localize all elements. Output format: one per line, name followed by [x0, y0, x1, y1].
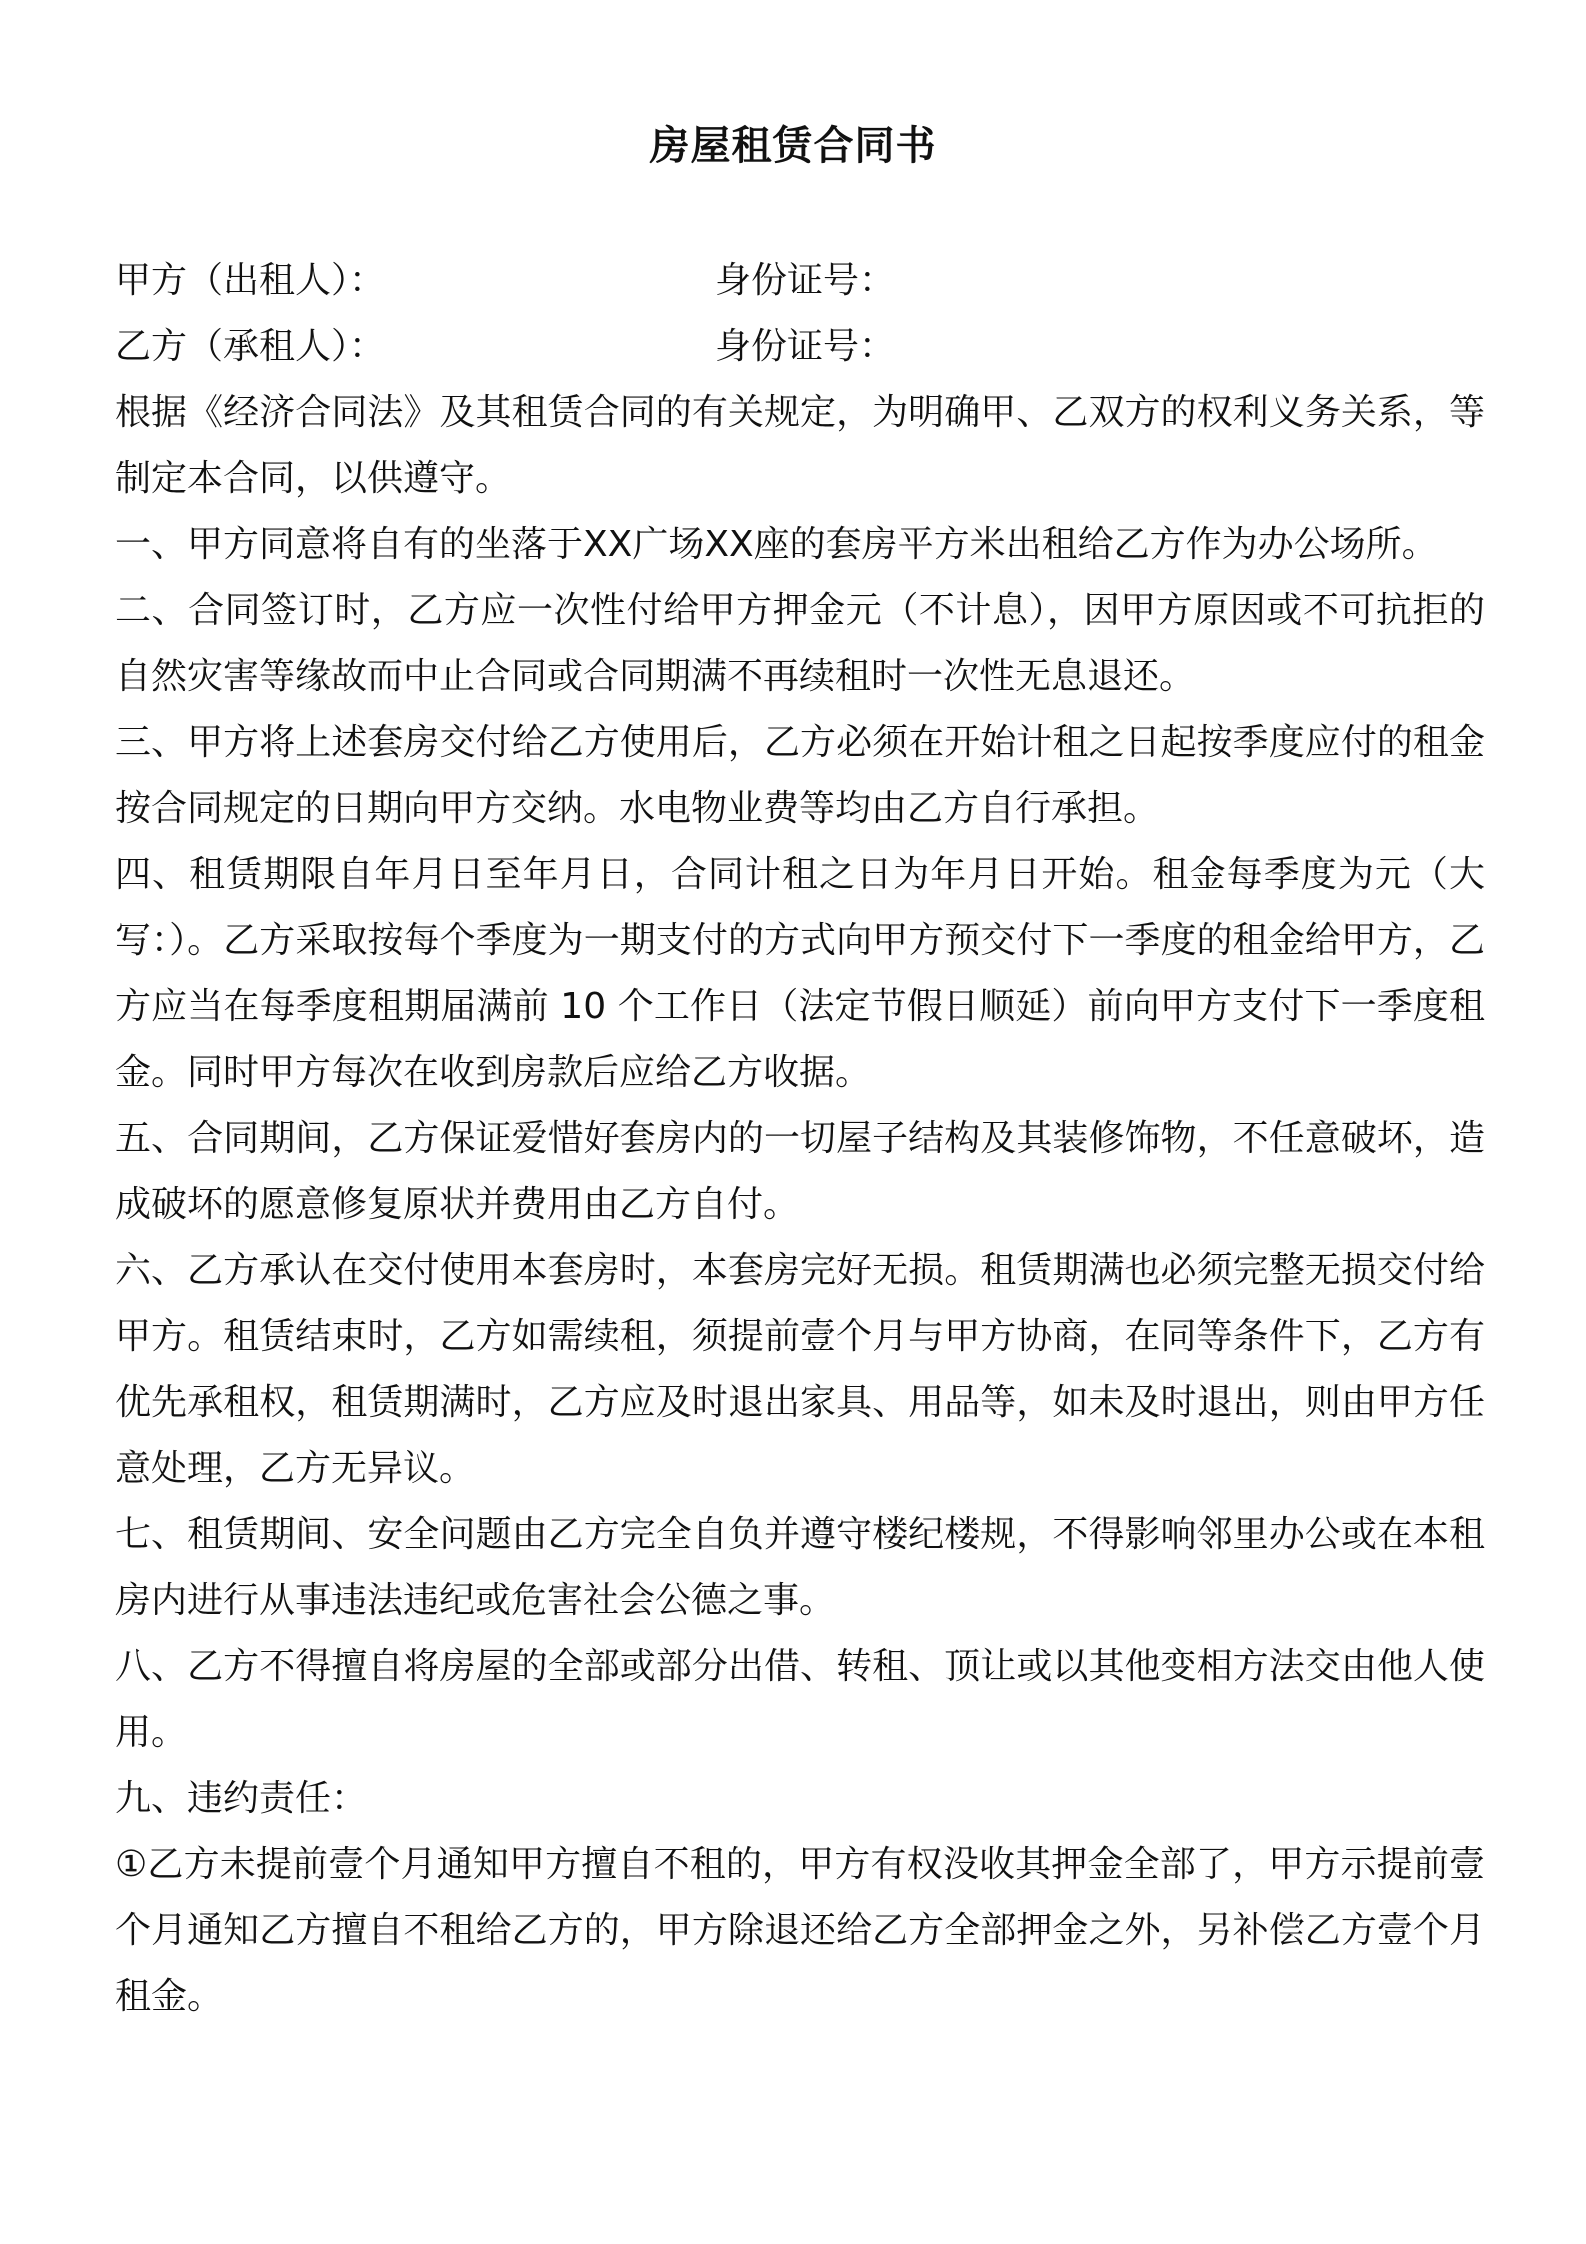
clause-6: 六、乙方承认在交付使用本套房时，本套房完好无损。租赁期满也必须完整无损交付给甲方。租赁结束时，乙方如需续租，须提前壹个月与甲方协商，在同等条件下，乙方有优先承租权，租赁期满时，乙方应及时退出家具、用品等，如未及时退出，则由甲方任意处理，乙方无异议。 [115, 1250, 1485, 1489]
clause-8: 八、乙方不得擅自将房屋的全部或部分出借、转租、顶让或以其他变相方法交由他人使用。 [115, 1646, 1485, 1753]
contract-body [115, 248, 1485, 2030]
clause-5: 五、合同期间，乙方保证爱惜好套房内的一切屋子结构及其装修饰物，不任意破坏，造成破坏的愿意修复原状并费用由乙方自付。 [115, 1118, 1485, 1225]
lessee-id-label: 身份证号： [715, 326, 896, 367]
clause-9-item-1: ①乙方未提前壹个月通知甲方擅自不租的，甲方有权没收其押金全部了，甲方示提前壹个月通知乙方擅自不租给乙方的，甲方除退还给乙方全部押金之外，另补偿乙方壹个月租金。 [115, 1844, 1485, 2017]
party-row-lessee [115, 314, 1485, 380]
clause-3: 三、甲方将上述套房交付给乙方使用后，乙方必须在开始计租之日起按季度应付的租金按合同规定的日期向甲方交纳。水电物业费等均由乙方自行承担。 [115, 722, 1485, 829]
document-title: 房屋租赁合同书 [649, 123, 937, 169]
clause-7: 七、租赁期间、安全问题由乙方完全自负并遵守楼纪楼规，不得影响邻里办公或在本租房内进行从事违法违纪或危害社会公德之事。 [115, 1514, 1485, 1621]
clause-2: 二、合同签订时，乙方应一次性付给甲方押金元（不计息），因甲方原因或不可抗拒的自然灾害等缘故而中止合同或合同期满不再续租时一次性无息退还。 [115, 590, 1485, 697]
clause-9-heading: 九、违约责任： [115, 1778, 368, 1819]
clause-1: 一、甲方同意将自有的坐落于XX广场XX座的套房平方米出租给乙方作为办公场所。 [115, 524, 1438, 565]
lessor-label: 甲方（出租人）： [115, 260, 386, 301]
lessee-label: 乙方（承租人）： [115, 326, 386, 367]
preamble-paragraph: 根据《经济合同法》及其租赁合同的有关规定，为明确甲、乙双方的权利义务关系，等制定本合同，以供遵守。 [115, 392, 1485, 499]
party-row-lessor [115, 248, 1485, 314]
lessor-id-label: 身份证号： [715, 260, 896, 301]
clause-4: 四、租赁期限自年月日至年月日，合同计租之日为年月日开始。租金每季度为元（大写：）。乙方采取按每个季度为一期支付的方式向甲方预交付下一季度的租金给甲方，乙方应当在每季度租期届满前 10 个工作日（法定节假日顺延）前向甲方支付下一季度租金。同时甲方每次在收到房款后应给乙方收据。 [115, 854, 1485, 1093]
